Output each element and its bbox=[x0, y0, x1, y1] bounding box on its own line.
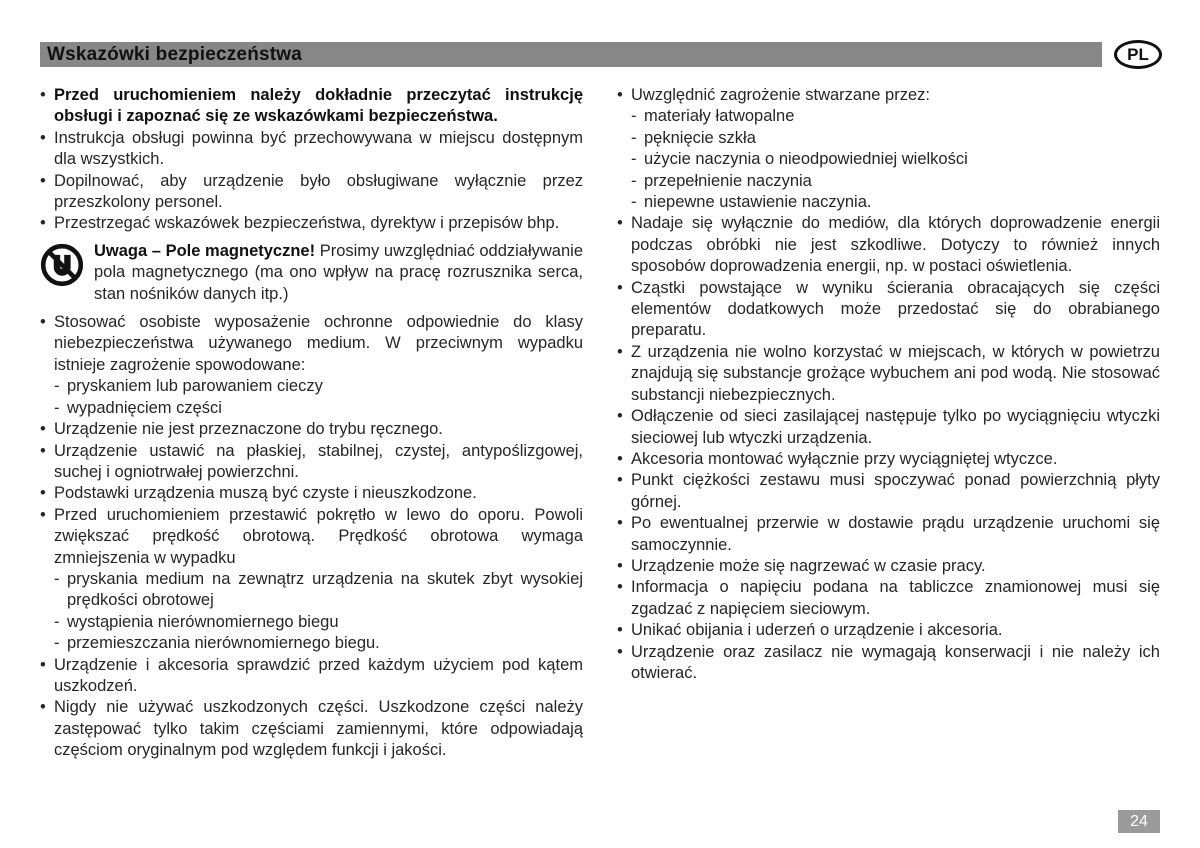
item-text bbox=[644, 106, 1160, 127]
dash-marker: - bbox=[54, 612, 60, 631]
text-run: Punkt ciężkości zestawu musi spoczywać ponad powierzchnią płyty górnej. bbox=[631, 471, 1160, 511]
warning-text bbox=[94, 241, 583, 305]
list-item bbox=[617, 278, 1160, 342]
sub-list-item bbox=[40, 398, 583, 419]
text-run: Po ewentualnej przerwie w dostawie prądu urządzenie uruchomi się samoczynnie. bbox=[631, 514, 1160, 554]
item-text bbox=[631, 577, 1160, 620]
dash-marker: - bbox=[631, 128, 637, 147]
item-text bbox=[54, 505, 583, 569]
text-run: Akcesoria montować wyłącznie przy wyciągniętej wtyczce. bbox=[631, 449, 1058, 468]
item-text bbox=[54, 483, 583, 504]
page-number: 24 bbox=[1118, 810, 1160, 833]
bullet-marker: • bbox=[40, 171, 46, 190]
item-text bbox=[631, 213, 1160, 277]
text-run: przemieszczania nierównomiernego biegu. bbox=[67, 634, 380, 653]
content-columns bbox=[40, 85, 1160, 762]
text-run: Dopilnować, aby urządzenie było obsługiwane wyłącznie przez przeszkolony personel. bbox=[54, 171, 583, 212]
text-run: Uwzględnić zagrożenie stwarzane przez: bbox=[631, 86, 930, 104]
list-item bbox=[617, 642, 1160, 685]
text-run: Przestrzegać wskazówek bezpieczeństwa, dyrektyw i przepisów bhp. bbox=[54, 214, 560, 233]
bullet-marker: • bbox=[617, 214, 623, 233]
dash-marker: - bbox=[54, 377, 60, 396]
item-text bbox=[631, 620, 1160, 641]
sub-list-item bbox=[40, 376, 583, 397]
text-run: użycie naczynia o nieodpowiedniej wielkości bbox=[644, 150, 968, 169]
right-column bbox=[617, 85, 1160, 762]
item-text bbox=[67, 612, 583, 633]
text-run: Urządzenie ustawić na płaskiej, stabilnej, czystej, antypoślizgowej, suchej i ogniotrwałej powierzchni. bbox=[54, 441, 583, 481]
text-run: pryskaniem lub parowaniem cieczy bbox=[67, 377, 323, 396]
text-run: Z urządzenia nie wolno korzystać w miejscach, w których w powietrzu znajdują się substancje grożące wybuchem ani pod wodą. Nie stosować substancji niebezpiecznych. bbox=[631, 342, 1160, 404]
text-run: Nadaje się wyłącznie do mediów, dla których doprowadzenie energii podczas obróbki nie jest szkodliwe. Dotyczy to również innych sposobów doprowadzenia energii, np. w postaci oświetlenia. bbox=[631, 214, 1160, 276]
bullet-marker: • bbox=[40, 313, 46, 332]
page-title: Wskazówki bezpieczeństwa bbox=[47, 43, 303, 65]
item-text bbox=[54, 213, 583, 234]
list-item bbox=[40, 697, 583, 761]
item-text bbox=[644, 171, 1160, 192]
item-text bbox=[644, 128, 1160, 149]
bullet-marker: • bbox=[40, 484, 46, 503]
list-item bbox=[40, 655, 583, 698]
item-text bbox=[54, 419, 583, 440]
list-item bbox=[40, 128, 583, 171]
text-run: Przed uruchomieniem przestawić pokrętło w lewo do oporu. Powoli zwiększać prędkość obrotową. Prędkość obrotowa wymaga zmniejszenia w wypadku bbox=[54, 505, 583, 567]
language-badge bbox=[1114, 40, 1162, 69]
dash-marker: - bbox=[631, 193, 637, 212]
text-run: pęknięcie szkła bbox=[644, 128, 756, 147]
item-text bbox=[631, 85, 1160, 106]
magnetic-field-warning bbox=[40, 241, 583, 305]
list-item bbox=[617, 620, 1160, 641]
list-item bbox=[617, 513, 1160, 556]
text-run: Unikać obijania i uderzeń o urządzenie i akcesoria. bbox=[631, 621, 1003, 640]
text-run: wystąpienia nierównomiernego biegu bbox=[67, 612, 339, 631]
item-text bbox=[631, 278, 1160, 342]
sub-list-item bbox=[617, 106, 1160, 127]
bullet-marker: • bbox=[40, 698, 46, 717]
list-item bbox=[40, 505, 583, 569]
text-run: przepełnienie naczynia bbox=[644, 171, 812, 190]
text-run: Odłączenie od sieci zasilającej następuje tylko po wyciągnięciu wtyczki sieciowej lub wtyczki urządzenia. bbox=[631, 407, 1160, 447]
text-run: Podstawki urządzenia muszą być czyste i nieuszkodzone. bbox=[54, 484, 477, 503]
sub-list-item bbox=[40, 569, 583, 612]
item-text bbox=[54, 441, 583, 484]
bullet-marker: • bbox=[617, 578, 623, 597]
item-text bbox=[67, 376, 583, 397]
bullet-marker: • bbox=[617, 642, 623, 661]
sub-list-item bbox=[617, 192, 1160, 213]
list-item bbox=[40, 419, 583, 440]
sub-list-item bbox=[617, 149, 1160, 170]
bullet-marker: • bbox=[617, 471, 623, 490]
text-run: Cząstki powstające w wyniku ścierania obracających się części elementów dodatkowych może przedostać się do obrabianego preparatu. bbox=[631, 278, 1160, 340]
list-item bbox=[40, 213, 583, 234]
text-run: pryskania medium na zewnątrz urządzenia na skutek zbyt wysokiej prędkości obrotowej bbox=[67, 569, 583, 610]
bullet-marker: • bbox=[617, 342, 623, 361]
list-item bbox=[617, 406, 1160, 449]
text-run: Nigdy nie używać uszkodzonych części. Uszkodzone części należy zastępować tylko takim częściami zamiennymi, które odpowiadają częściom oryginalnym pod względem funkcji i jakości. bbox=[54, 698, 583, 760]
list-item bbox=[617, 342, 1160, 406]
bold-text-run: Uwaga – Pole magnetyczne! bbox=[94, 241, 320, 260]
no-magnetic-field-icon bbox=[40, 243, 84, 287]
bullet-marker: • bbox=[617, 86, 623, 104]
text-run: Stosować osobiste wyposażenie ochronne odpowiednie do klasy niebezpieczeństwa używanego medium. W przeciwnym wypadku istnieje zagrożenie spowodowane: bbox=[54, 313, 583, 374]
bullet-marker: • bbox=[40, 655, 46, 674]
list-item bbox=[617, 577, 1160, 620]
item-text bbox=[631, 449, 1160, 470]
section-header-bar bbox=[40, 42, 1102, 67]
text-run: Urządzenie nie jest przeznaczone do trybu ręcznego. bbox=[54, 420, 443, 439]
list-item bbox=[617, 213, 1160, 277]
item-text bbox=[631, 470, 1160, 513]
bullet-marker: • bbox=[40, 420, 46, 439]
list-item bbox=[617, 449, 1160, 470]
text-run: niepewne ustawienie naczynia. bbox=[644, 193, 872, 212]
bullet-marker: • bbox=[617, 407, 623, 426]
text-run: Urządzenie może się nagrzewać w czasie pracy. bbox=[631, 556, 986, 575]
item-text bbox=[631, 406, 1160, 449]
dash-marker: - bbox=[54, 634, 60, 653]
bullet-marker: • bbox=[617, 449, 623, 468]
item-text bbox=[67, 633, 583, 654]
list-item bbox=[617, 470, 1160, 513]
item-text bbox=[644, 149, 1160, 170]
item-text bbox=[54, 171, 583, 214]
language-badge-label: PL bbox=[1127, 44, 1149, 64]
bullet-marker: • bbox=[617, 621, 623, 640]
text-run: Informacja o napięciu podana na tabliczce znamionowej musi się zgadzać z napięciem sieciowym. bbox=[631, 578, 1160, 618]
list-item bbox=[40, 85, 583, 128]
text-run: Prosimy uwzględniać oddziaływanie pola magnetycznego (ma ono wpływ na pracę rozrusznika serca, stan nośników danych itp.) bbox=[94, 241, 583, 303]
item-text bbox=[54, 655, 583, 698]
list-item bbox=[40, 441, 583, 484]
item-text bbox=[631, 642, 1160, 685]
item-text bbox=[644, 192, 1160, 213]
bold-text-run: Przed uruchomieniem należy dokładnie przeczytać instrukcję obsługi i zapoznać się ze wskazówkami bezpieczeństwa. bbox=[54, 86, 583, 126]
dash-marker: - bbox=[631, 107, 637, 126]
dash-marker: - bbox=[631, 171, 637, 190]
sub-list-item bbox=[40, 633, 583, 654]
dash-marker: - bbox=[631, 150, 637, 169]
item-text bbox=[631, 513, 1160, 556]
left-column bbox=[40, 85, 583, 762]
text-run: Instrukcja obsługi powinna być przechowywana w miejscu dostępnym dla wszystkich. bbox=[54, 128, 583, 169]
item-text bbox=[631, 342, 1160, 406]
list-item bbox=[40, 483, 583, 504]
sub-list-item bbox=[617, 128, 1160, 149]
item-text bbox=[54, 312, 583, 376]
item-text bbox=[67, 398, 583, 419]
item-text bbox=[67, 569, 583, 612]
bullet-marker: • bbox=[617, 514, 623, 533]
bullet-marker: • bbox=[40, 86, 46, 104]
dash-marker: - bbox=[54, 569, 60, 588]
bullet-marker: • bbox=[617, 556, 623, 575]
text-run: materiały łatwopalne bbox=[644, 107, 795, 126]
list-item bbox=[40, 312, 583, 376]
list-item bbox=[40, 171, 583, 214]
sub-list-item bbox=[617, 171, 1160, 192]
list-item bbox=[617, 556, 1160, 577]
bullet-marker: • bbox=[40, 505, 46, 524]
sub-list-item bbox=[40, 612, 583, 633]
text-run: Urządzenie oraz zasilacz nie wymagają konserwacji i nie należy ich otwierać. bbox=[631, 642, 1160, 682]
bullet-marker: • bbox=[40, 214, 46, 233]
item-text bbox=[631, 556, 1160, 577]
item-text bbox=[54, 128, 583, 171]
bullet-marker: • bbox=[40, 128, 46, 147]
bullet-marker: • bbox=[617, 278, 623, 297]
dash-marker: - bbox=[54, 398, 60, 417]
bullet-marker: • bbox=[40, 441, 46, 460]
text-run: wypadnięciem części bbox=[67, 398, 222, 417]
item-text bbox=[54, 85, 583, 128]
list-item bbox=[617, 85, 1160, 106]
text-run: Urządzenie i akcesoria sprawdzić przed każdym użyciem pod kątem uszkodzeń. bbox=[54, 655, 583, 695]
item-text bbox=[54, 697, 583, 761]
